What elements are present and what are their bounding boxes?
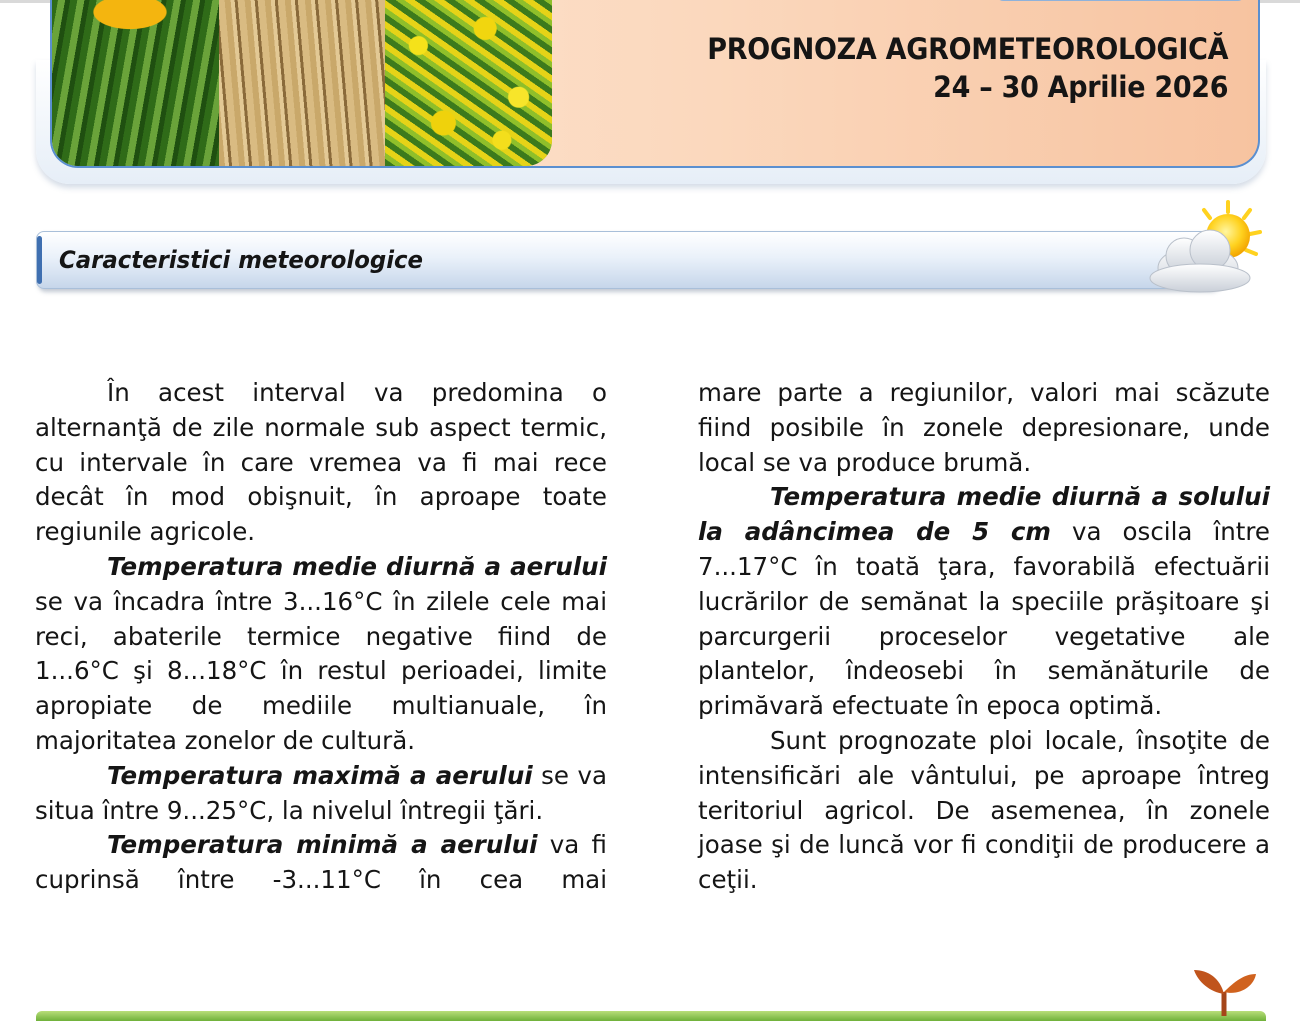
page-title-line1: PROGNOZA AGROMETEOROLOGICĂ: [706, 32, 1228, 66]
text-column-right: [698, 376, 1270, 898]
text-column-left: [35, 376, 607, 898]
next-section-bar: [36, 1011, 1266, 1021]
paragraph-intro: În acest interval va predomina o alternanţă de zile normale sub aspect termic, cu intervale în care vremea va fi mai rece decât în mod obişnuit, în aproape toate regiunile agricole.: [35, 378, 607, 547]
paragraph-air-min-temp-continued: mare parte a regiunilor, valori mai scăzute fiind posibile în zonele depresionare, unde local se va produce brumă.: [698, 378, 1270, 477]
sun-cloud-icon: [1140, 196, 1270, 306]
heading-air-max-temp: Temperatura maximă a aerului: [107, 760, 533, 790]
page-title: [707, 30, 1228, 106]
rapeseed-photo: [385, 0, 552, 166]
paragraph-rain-fog: Sunt prognozate ploi locale, însoţite de intensificări ale vântului, pe aproape întreg teritoriul agricol. De asemenea, în zonele joase şi de luncă vor fi condiţii de producere a ceţii.: [698, 725, 1270, 895]
sunflower-field-photo: [52, 0, 219, 166]
banner-tab: [997, 0, 1244, 1]
paragraph-air-max-temp: [35, 759, 607, 829]
heading-air-min-temp: Temperatura minimă a aerului: [107, 830, 538, 860]
text-air-mean-temp: se va încadra între 3...16°C în zilele cele mai reci, abaterile termice negative fiind de 1...6°C şi 8...18°C în restul perioadei, limite apropiate de mediile multianuale, în majoritatea zonelor de cultură.: [35, 586, 607, 755]
paragraph-soil-temp: [698, 480, 1270, 724]
text-soil-temp: va oscila între 7...17°C în toată ţara, favorabilă efectuării lucrărilor de semănat la speciile prăşitoare şi parcurgerii proceselor vegetative ale plantelor, îndeosebi în semănăturile de primăvară efectuate în epoca optimă.: [698, 517, 1271, 721]
header-banner: [50, 0, 1260, 168]
page-title-dates: 24 – 30 Aprilie 2026: [932, 70, 1228, 104]
paragraph-air-min-temp: [35, 828, 607, 898]
heading-air-mean-temp: Temperatura medie diurnă a aerului: [107, 551, 607, 581]
header-photo-strip: [52, 0, 552, 166]
wheat-photo: [219, 0, 386, 166]
text-air-max-temp: se va situa între 9...25°C, la nivelul întregii ţări.: [35, 760, 607, 825]
heading-soil-temp: Temperatura medie diurnă a solului la adâncimea de 5 cm: [698, 482, 1270, 547]
text-air-min-temp: va fi cuprinsă între -3...11°C în cea mai: [35, 830, 607, 895]
paragraph-air-mean-temp: [35, 550, 607, 759]
sprout-icon: [1188, 966, 1260, 1016]
section-header-bar: [36, 231, 1218, 289]
section-title: Caracteristici meteorologice: [59, 246, 423, 274]
